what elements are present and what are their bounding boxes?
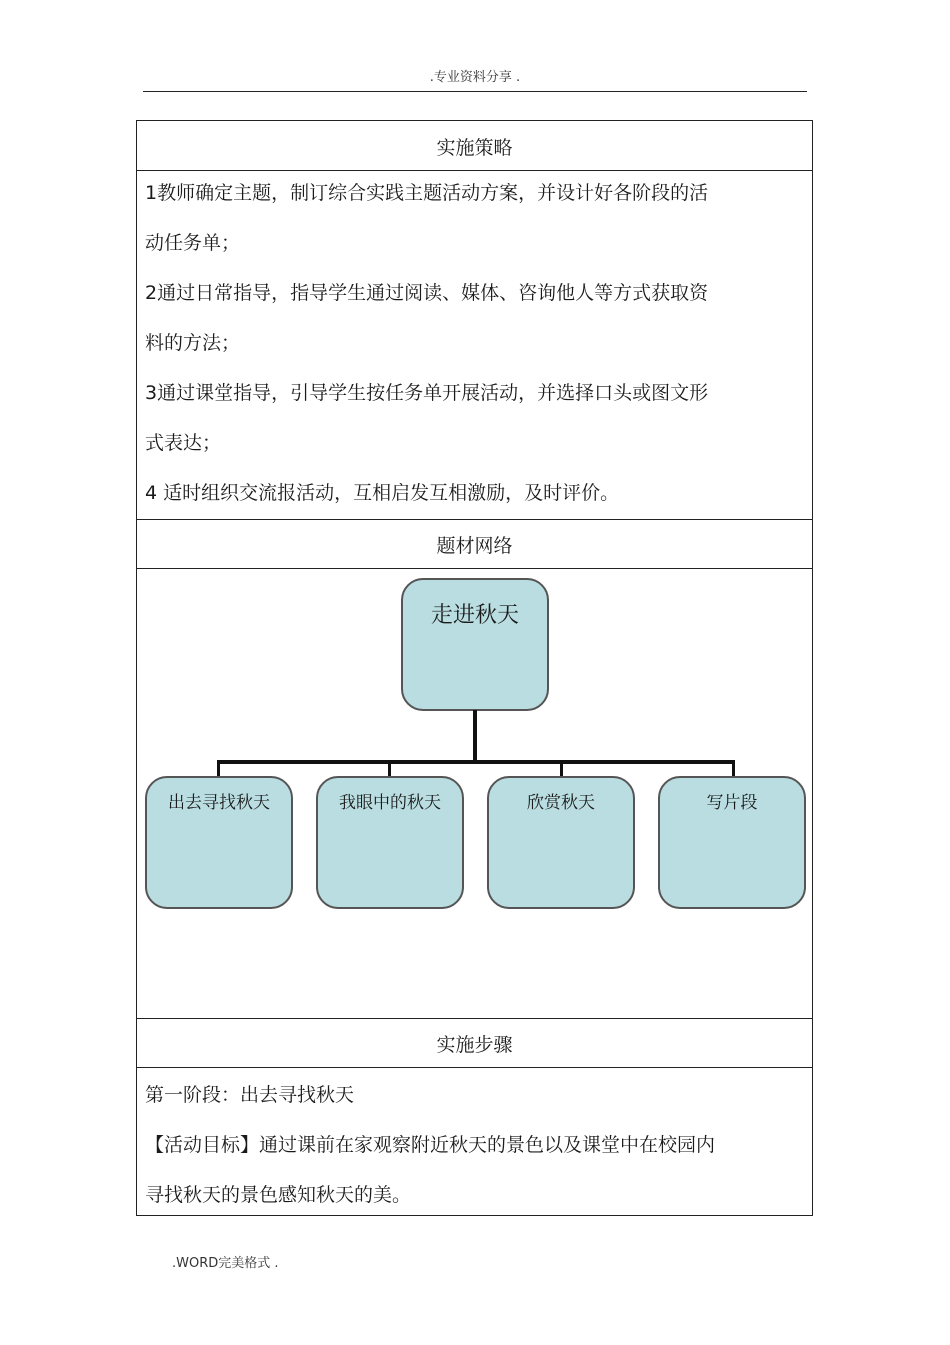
subtopic-label: 写片段 xyxy=(706,793,758,813)
topic-network-diagram xyxy=(137,569,812,1018)
subtopic-node xyxy=(316,776,464,909)
steps-line: 寻找秋天的景色感知秋天的美。 xyxy=(145,1184,412,1206)
strategy-line: 1教师确定主题，制订综合实践主题活动方案，并设计好各阶段的活 xyxy=(145,182,709,204)
subtopic-node xyxy=(145,776,293,909)
strategy-line: 动任务单； xyxy=(145,232,241,254)
strategy-line: 式表达； xyxy=(145,432,222,454)
page-footer: .WORD完美格式 . xyxy=(172,1256,279,1271)
horizontal-connector xyxy=(217,760,735,764)
steps-line: 【活动目标】通过课前在家观察附近秋天的景色以及课堂中在校园内 xyxy=(145,1134,716,1156)
strategy-line: 2通过日常指导，指导学生通过阅读、媒体、咨询他人等方式获取资 xyxy=(145,282,709,304)
row-divider xyxy=(137,170,812,171)
row-divider xyxy=(137,1067,812,1068)
strategy-line: 3通过课堂指导，引导学生按任务单开展活动，并选择口头或图文形 xyxy=(145,382,709,404)
subtopic-label: 欣赏秋天 xyxy=(527,793,595,813)
subtopic-node xyxy=(487,776,635,909)
plan-table xyxy=(136,120,813,1216)
trunk-connector xyxy=(473,710,477,762)
strategy-heading: 实施策略 xyxy=(436,136,513,159)
subtopic-label: 出去寻找秋天 xyxy=(168,793,270,813)
network-heading: 题材网络 xyxy=(436,535,513,557)
header-rule xyxy=(143,91,807,92)
strategy-line: 料的方法； xyxy=(145,332,241,354)
root-topic-node xyxy=(401,578,549,711)
steps-line: 第一阶段：出去寻找秋天 xyxy=(145,1084,355,1106)
root-topic-label: 走进秋天 xyxy=(430,603,519,628)
subtopic-node xyxy=(658,776,806,909)
page-header: .专业资料分享 . xyxy=(429,70,521,85)
strategy-line: 4 适时组织交流报活动，互相启发互相激励，及时评价。 xyxy=(145,482,620,504)
subtopic-label: 我眼中的秋天 xyxy=(339,793,441,813)
steps-heading: 实施步骤 xyxy=(436,1034,513,1056)
